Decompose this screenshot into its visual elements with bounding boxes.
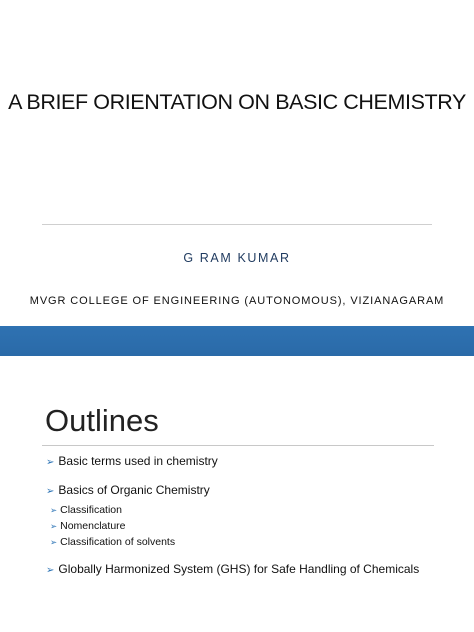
outline-item	[46, 453, 456, 471]
title-divider	[42, 224, 432, 225]
slide-separator-band	[0, 326, 474, 356]
outline-subitem	[50, 502, 456, 518]
outline-subitem	[50, 534, 456, 550]
outline-subitem-label: Classification of solvents	[60, 536, 176, 548]
outline-item	[46, 561, 456, 579]
outline-title: Outlines	[45, 403, 159, 438]
outline-divider	[42, 445, 434, 446]
outline-item	[46, 482, 456, 550]
college-name: MVGR COLLEGE OF ENGINEERING (AUTONOMOUS), VIZIANAGARAM	[29, 295, 445, 307]
outline-slide	[0, 358, 474, 632]
outline-sublist	[46, 502, 456, 550]
arrow-bullet-icon: ➢	[50, 505, 58, 515]
outline-subitem-label: Nomenclature	[60, 520, 126, 532]
outline-item-label: Basic terms used in chemistry	[58, 454, 218, 468]
arrow-bullet-icon: ➢	[50, 521, 58, 531]
slide-title: A BRIEF ORIENTATION ON BASIC CHEMISTRY	[8, 90, 466, 114]
outline-subitem	[50, 518, 456, 534]
arrow-bullet-icon: ➢	[46, 486, 55, 497]
outline-subitem-label: Classification	[60, 504, 122, 516]
arrow-bullet-icon: ➢	[46, 565, 55, 576]
outline-item-label: Globally Harmonized System (GHS) for Safe Handling of Chemicals	[58, 562, 420, 576]
arrow-bullet-icon: ➢	[50, 537, 58, 547]
outline-list	[46, 453, 456, 590]
author-name: G RAM KUMAR	[183, 251, 291, 265]
outline-item-label: Basics of Organic Chemistry	[58, 483, 210, 497]
arrow-bullet-icon: ➢	[46, 457, 55, 468]
